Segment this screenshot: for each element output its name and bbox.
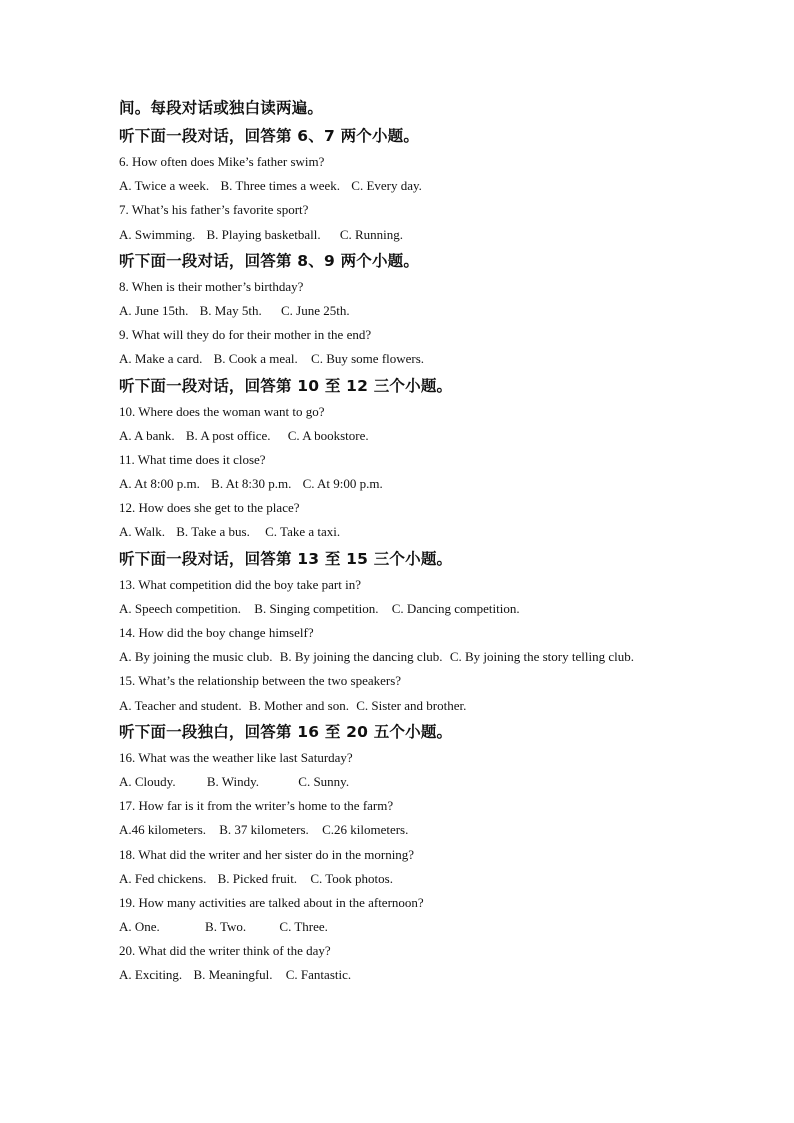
option-c: C. Buy some flowers. <box>311 351 425 367</box>
option-b: B. Playing basketball. <box>206 226 321 242</box>
question-10: 10. Where does the woman want to go? <box>119 403 325 419</box>
option-c: C. Three. <box>279 919 328 935</box>
options-11 <box>119 472 719 496</box>
option-b: B. Mother and son. <box>248 697 349 713</box>
section-heading: 听下面一段对话，回答第 10 至 12 三个小题。 <box>119 376 453 395</box>
option-c: C. Fantastic. <box>285 967 352 983</box>
option-a: A. Make a card. <box>119 351 203 367</box>
options-10 <box>119 424 719 448</box>
option-b: B. At 8:30 p.m. <box>211 476 292 492</box>
option-a: A.46 kilometers. <box>119 822 207 838</box>
option-b: B. Three times a week. <box>220 178 341 194</box>
option-c: C. Dancing competition. <box>391 600 520 616</box>
option-a: A. Swimming. <box>119 226 196 242</box>
option-b: B. A post office. <box>185 427 271 443</box>
option-c: C. Sister and brother. <box>356 697 467 713</box>
options-20 <box>119 963 719 987</box>
option-c: C. By joining the story telling club. <box>449 649 634 665</box>
option-a: A. By joining the music club. <box>119 649 273 665</box>
option-c: C. Every day. <box>351 178 422 194</box>
question-7: 7. What’s his father’s favorite sport? <box>119 202 309 218</box>
option-a: A. At 8:00 p.m. <box>119 476 200 492</box>
options-8 <box>119 299 719 323</box>
question-19: 19. How many activities are talked about in the afternoon? <box>119 894 424 910</box>
question-14: 14. How did the boy change himself? <box>119 625 314 640</box>
section-heading: 听下面一段对话，回答第 13 至 15 三个小题。 <box>119 549 453 568</box>
options-17 <box>119 818 719 842</box>
question-11: 11. What time does it close? <box>119 451 266 467</box>
option-b: B. By joining the dancing club. <box>279 649 443 665</box>
options-9 <box>119 347 719 371</box>
option-c: C. Took photos. <box>310 870 393 886</box>
options-6 <box>119 174 719 198</box>
options-16 <box>119 770 719 794</box>
option-c: C. Running. <box>339 226 404 242</box>
option-c: C. Sunny. <box>298 773 350 789</box>
section-heading: 听下面一段对话，回答第 6、7 两个小题。 <box>119 127 420 145</box>
option-a: A. Cloudy. <box>119 773 176 789</box>
section-heading: 听下面一段独白，回答第 16 至 20 五个小题。 <box>119 722 453 741</box>
options-7 <box>119 223 719 247</box>
option-a: A. Twice a week. <box>119 178 210 194</box>
question-9: 9. What will they do for their mother in the end? <box>119 327 372 343</box>
option-a: A. Fed chickens. <box>119 870 207 886</box>
options-19 <box>119 915 719 939</box>
options-14 <box>119 645 719 669</box>
option-c: C. At 9:00 p.m. <box>302 476 383 492</box>
options-18 <box>119 867 719 891</box>
option-b: B. 37 kilometers. <box>219 822 309 838</box>
option-c: C. A bookstore. <box>287 427 369 443</box>
question-8: 8. When is their mother’s birthday? <box>119 278 304 294</box>
option-c: C. Take a taxi. <box>265 524 341 540</box>
option-b: B. Meaningful. <box>193 967 273 983</box>
option-c: C. June 25th. <box>280 302 350 318</box>
option-b: B. Windy. <box>206 773 260 789</box>
question-18: 18. What did the writer and her sister do in the morning? <box>119 846 415 862</box>
option-b: B. Picked fruit. <box>217 870 298 886</box>
question-20: 20. What did the writer think of the day? <box>119 943 331 959</box>
options-12 <box>119 520 719 544</box>
question-16: 16. What was the weather like last Saturday? <box>119 749 353 765</box>
instructions-intro: 间。每段对话或独白读两遍。 <box>119 99 324 117</box>
option-b: B. Cook a meal. <box>213 351 298 367</box>
option-a: A. One. <box>119 919 160 935</box>
listening-section <box>119 94 719 988</box>
question-6: 6. How often does Mike’s father swim? <box>119 154 325 169</box>
option-a: A. Exciting. <box>119 967 183 983</box>
option-b: B. Singing competition. <box>254 600 379 616</box>
question-15: 15. What’s the relationship between the two speakers? <box>119 673 402 689</box>
question-13: 13. What competition did the boy take part in? <box>119 576 362 592</box>
question-17: 17. How far is it from the writer’s home to the farm? <box>119 798 394 814</box>
options-15 <box>119 694 719 718</box>
option-a: A. June 15th. <box>119 302 189 318</box>
option-b: B. Two. <box>205 919 247 935</box>
option-a: A. Walk. <box>119 524 166 540</box>
section-heading: 听下面一段对话，回答第 8、9 两个小题。 <box>119 251 420 270</box>
option-a: A. Speech competition. <box>119 600 242 616</box>
question-12: 12. How does she get to the place? <box>119 500 300 516</box>
option-b: B. Take a bus. <box>176 524 250 540</box>
option-b: B. May 5th. <box>199 302 262 318</box>
option-a: A. A bank. <box>119 427 175 443</box>
option-c: C.26 kilometers. <box>322 822 409 838</box>
options-13 <box>119 597 719 621</box>
option-a: A. Teacher and student. <box>119 697 242 713</box>
